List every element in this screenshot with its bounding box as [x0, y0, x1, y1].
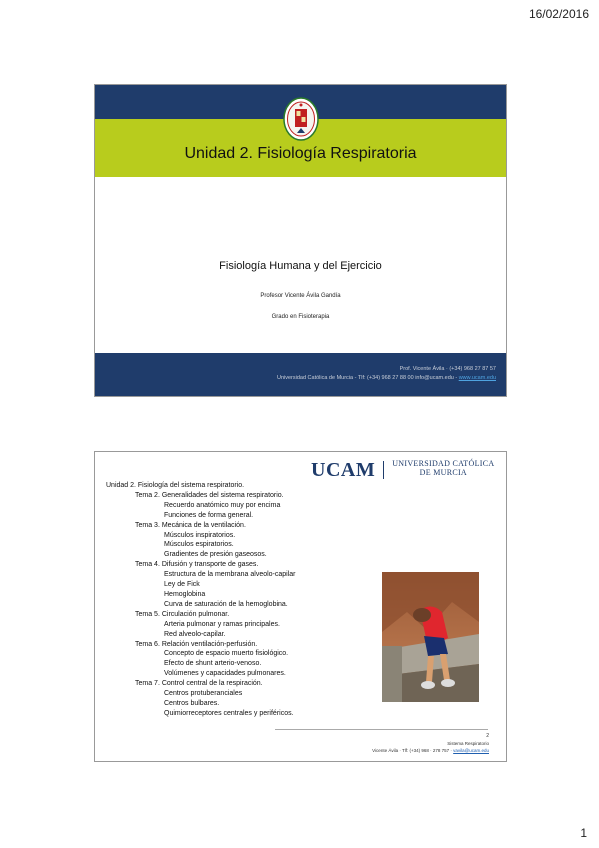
ucam-wordmark: UCAM [311, 459, 376, 481]
outline-line: Músculos espiratorios. [164, 541, 234, 549]
slide1-contact-text: Universidad Católica de Murcia - Tlf: (+34) 968 27 88 00 info@ucam.edu - [276, 375, 459, 381]
outline-line: Concepto de espacio muerto fisiológico. [164, 650, 289, 658]
slide2-number: 2 [486, 733, 489, 739]
outline-line: Tema 6. Relación ventilación-perfusión. [135, 640, 258, 648]
slide1-subject: Fisiología Humana y del Ejercicio [219, 260, 382, 272]
slide2-email-link[interactable]: vavila@ucam.edu [453, 748, 489, 753]
slide1-website-link[interactable]: www.ucam.edu [458, 375, 496, 381]
slide1-degree: Grado en Fisioterapia [271, 314, 330, 320]
outline-line: Quimiorreceptores centrales y periféricos. [164, 709, 294, 717]
outline-line: Tema 2. Generalidades del sistema respiratorio. [135, 491, 284, 499]
page-date: 16/02/2016 [528, 7, 589, 21]
slide-2 [94, 451, 507, 762]
outline-line: Centros bulbares. [164, 699, 220, 707]
slide1-contact-line1: Prof. Vicente Ávila · (+34) 968 27 87 57 [399, 366, 496, 372]
slide2-footer-topic: Sistema Respiratorio [447, 741, 489, 746]
outline-line: Tema 5. Circulación pulmonar. [135, 610, 230, 618]
outline-line: Efecto de shunt arterio-venoso. [164, 660, 262, 668]
page-number: 1 [580, 826, 587, 840]
slide2-footer-text: Vicente Ávila · Tlf: (+34) 968 · 278 757 · [372, 748, 454, 753]
university-seal-icon [283, 97, 319, 141]
outline-line: Estructura de la membrana alveolo-capilar [164, 571, 296, 579]
course-outline [106, 481, 296, 719]
slide1-contact-line2 [277, 375, 496, 381]
university-name-line2: DE MURCIA [419, 468, 468, 477]
slide1-title: Unidad 2. Fisiología Respiratoria [184, 145, 417, 162]
outline-line: Ley de Fick [164, 581, 200, 589]
outline-line: Curva de saturación de la hemoglobina. [164, 600, 288, 608]
slide2-footer-contact [372, 748, 489, 753]
outline-line: Volúmenes y capacidades pulmonares. [164, 670, 286, 678]
slide-1 [94, 84, 507, 397]
outline-line: Arteria pulmonar y ramas principales. [164, 620, 280, 628]
university-name [392, 459, 494, 477]
outline-line: Centros protuberanciales [164, 690, 243, 698]
slide1-professor: Profesor Vicente Ávila Gandía [260, 293, 341, 299]
footer-divider [275, 729, 488, 730]
outline-line: Tema 4. Difusión y transporte de gases. [135, 561, 259, 569]
university-name-line1: UNIVERSIDAD CATÓLICA [392, 459, 495, 468]
athlete-photo [382, 572, 479, 702]
slide1-bottom-band [95, 353, 506, 396]
outline-line: Músculos inspiratorios. [164, 531, 236, 539]
outline-line: Unidad 2. Fisiología del sistema respiratorio. [106, 482, 245, 489]
outline-line: Hemoglobina [164, 590, 206, 598]
outline-line: Recuerdo anatómico muy por encima [164, 501, 281, 509]
outline-line: Gradientes de presión gaseosos. [164, 551, 267, 559]
outline-line: Funciones de forma general. [164, 511, 254, 519]
outline-line: Tema 3. Mecánica de la ventilación. [135, 521, 246, 529]
outline-line: Red alveolo-capilar. [164, 630, 226, 638]
ucam-logo [311, 459, 494, 481]
logo-separator [383, 461, 384, 479]
outline-line: Tema 7. Control central de la respiración. [135, 680, 263, 688]
